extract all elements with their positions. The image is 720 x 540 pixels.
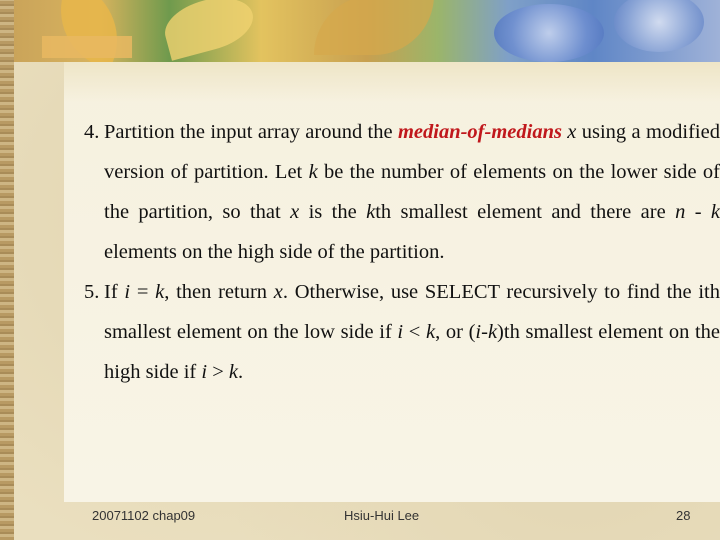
list-item-5: 5. If i = k, then return x. Otherwise, use SELECT recursively to find the ith smallest element on the low side if i < k, or (i-k)th smallest element on the high side if i > k.: [84, 272, 720, 392]
leaf-decoration: [159, 0, 259, 61]
highlight-term: median-of-medians: [397, 121, 562, 143]
item-number: 5.: [84, 281, 100, 303]
leaf-decoration: [314, 0, 434, 55]
slide-body: [84, 112, 720, 392]
panel-fade: [64, 62, 720, 102]
left-border-strip: [0, 0, 14, 540]
item-number: 4.: [84, 121, 100, 143]
list-item-4: 4. Partition the input array around the median-of-medians x using a modified version of partition. Let k be the number of elements on the lower side of the partition, so that x is the kth smallest element and there are n - k elements on the high side of the partition.: [84, 112, 720, 272]
footer-page-number: 28: [676, 508, 691, 523]
footer-author: Hsiu-Hui Lee: [344, 508, 420, 523]
flower-decoration: [494, 4, 604, 62]
footer-date-chapter: 20071102 chap09: [92, 508, 196, 523]
flower-decoration: [614, 0, 704, 52]
accent-bar: [42, 36, 132, 58]
